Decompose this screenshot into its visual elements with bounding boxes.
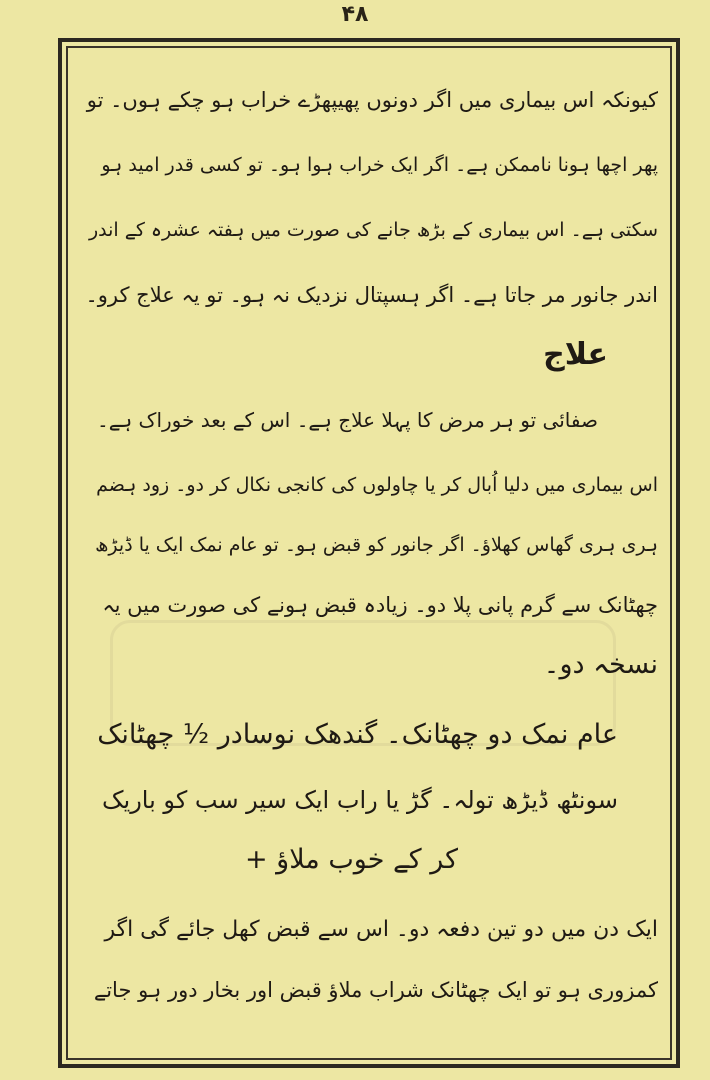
text-line: سکتی ہے۔ اس بیماری کے بڑھ جانے کی صورت میں ہفتہ عشرہ کے اندر [88,219,658,241]
text-line: صفائی تو ہر مرض کا پہلا علاج ہے۔ اس کے بعد خوراک ہے۔ [97,408,598,432]
text-line: کیونکہ اس بیماری میں اگر دونوں پھیپھڑے خراب ہو چکے ہوں۔ تو [86,88,658,112]
text-line: کمزوری ہو تو ایک چھٹانک شراب ملاؤ قبض اور بخار دور ہو جاتے [93,978,658,1002]
recipe-line: کر کے خوب ملاؤ + [244,844,458,875]
text-line: چھٹانک سے گرم پانی پلا دو۔ زیادہ قبض ہونے کی صورت میں یہ [102,593,658,617]
recipe-line: سونٹھ ڈیڑھ تولہ۔ گڑ یا راب ایک سیر سب کو باریک [102,786,618,814]
recipe-line: عام نمک دو چھٹانک۔ گندھک نوسادر ½ چھٹانک [97,719,618,750]
page-number: ۴۸ [341,2,369,27]
text-line: ایک دن میں دو تین دفعہ دو۔ اس سے قبض کھل جائے گی اگر [104,917,658,942]
text-line: اندر جانور مر جاتا ہے۔ اگر ہسپتال نزدیک نہ ہو۔ تو یہ علاج کرو۔ [85,283,658,307]
text-line: اس بیماری میں دلیا اُبال کر یا چاولوں کی کانجی نکال کر دو۔ زود ہضم [96,474,658,496]
text-line: نسخہ دو۔ [543,649,658,680]
page-content [82,60,658,1060]
section-heading: علاج [543,337,608,372]
text-line: پھر اچھا ہونا ناممکن ہے۔ اگر ایک خراب ہوا ہو۔ تو کسی قدر امید ہو [101,154,658,176]
text-line: ہری ہری گھاس کھلاؤ۔ اگر جانور کو قبض ہو۔ تو عام نمک ایک یا ڈیڑھ [95,534,658,556]
